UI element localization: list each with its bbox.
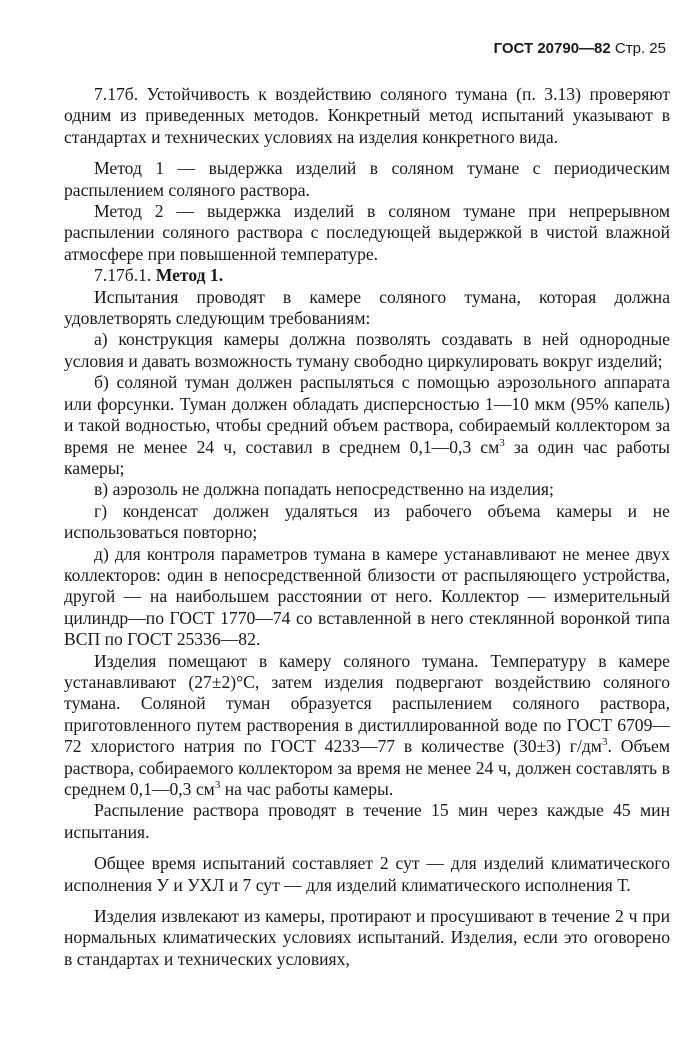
page-number: Стр. 25 [614, 40, 666, 57]
subheading-number: 7.17б.1. [94, 265, 152, 286]
subheading-7-17b-1 [64, 265, 670, 286]
paragraph-temperature [64, 651, 670, 801]
requirement-b-text: б) соляной туман должен распыляться с помощью аэрозольного аппарата или форсунки. Туман должен обладать дисперсностью 1—10 мкм (95% капель) и такой водностью, чтобы средний объем раствора, собираемый коллектором за время не менее 24 ч, составил в среднем 0,1—0,3 см [64, 372, 670, 457]
requirement-b [64, 372, 670, 479]
requirement-v: в) аэрозоль не должна попадать непосредственно на изделия; [94, 479, 554, 500]
body-text [64, 84, 670, 970]
requirement-a: а) конструкция камеры должна позволять создавать в ней однородные условия и давать возможность туману свободно циркулировать вокруг изделий; [64, 329, 670, 371]
paragraph-removal: Изделия извлекают из камеры, протирают и просушивают в течение 2 ч при нормальных климатических условиях испытаний. Изделия, если это оговорено в стандартах и технических условиях, [64, 906, 670, 969]
page-header [494, 40, 666, 57]
subheading-title: Метод 1. [155, 265, 224, 286]
superscript: 3 [214, 779, 221, 792]
temperature-text-1: Изделия помещают в камеру соляного тумана. Температуру в камере устанавливают (27±2)°С, затем изделия подвергают воздействию соляного тумана. Соляной туман образуется распылением соляного раствора, приготовленного путем растворения в дистиллированной воде по ГОСТ 6709—72 хлористого натрия по ГОСТ 4233—77 в количестве (30±3) г/дм [64, 650, 670, 757]
standard-number: ГОСТ 20790—82 [493, 40, 611, 57]
paragraph-7-17b: 7.17б. Устойчивость к воздействию соляного тумана (п. 3.13) проверяют одним из приведенных методов. Конкретный метод испытаний указывают в стандартах и технических условиях на изделия конкретного вида. [64, 84, 670, 147]
paragraph-method-1: Метод 1 — выдержка изделий в соляном тумане с периодическим распылением соляного раствора. [64, 158, 670, 200]
superscript: 3 [601, 736, 608, 749]
requirement-d: д) для контроля параметров тумана в камере устанавливают не менее двух коллекторов: один в непосредственной близости от распыляющего устройства, другой — на наибольшем расстоянии от него. Коллектор — измерительный цилиндр—по ГОСТ 1770—74 со вставленной в него стеклянной воронкой типа ВСП по ГОСТ 25336—82. [64, 543, 670, 650]
temperature-text-3: на час работы камеры. [220, 779, 394, 799]
paragraph-requirements-intro: Испытания проводят в камере соляного тумана, которая должна удовлетворять следующим требованиям: [64, 286, 670, 329]
paragraph-spraying: Распыление раствора проводят в течение 15 мин через каждые 45 мин испытания. [64, 800, 670, 842]
paragraph-method-2: Метод 2 — выдержка изделий в соляном тумане при непрерывном распылении соляного раствора с последующей выдержкой в чистой влажной атмосфере при повышенной температуре. [64, 201, 670, 264]
requirement-b-text-end: за один час работы камеры; [64, 436, 670, 478]
temperature-text-2: . Объем раствора, собираемого коллектором за время не менее 24 ч, должен составлять в среднем 0,1—0,3 см [64, 736, 670, 799]
requirement-g: г) конденсат должен удаляться из рабочего объема камеры и не использоваться повторно; [64, 500, 670, 543]
paragraph-total-time: Общее время испытаний составляет 2 сут — для изделий климатического исполнения У и УХЛ и 7 сут — для изделий климатического исполнения Т. [64, 853, 670, 895]
superscript: 3 [499, 436, 505, 449]
